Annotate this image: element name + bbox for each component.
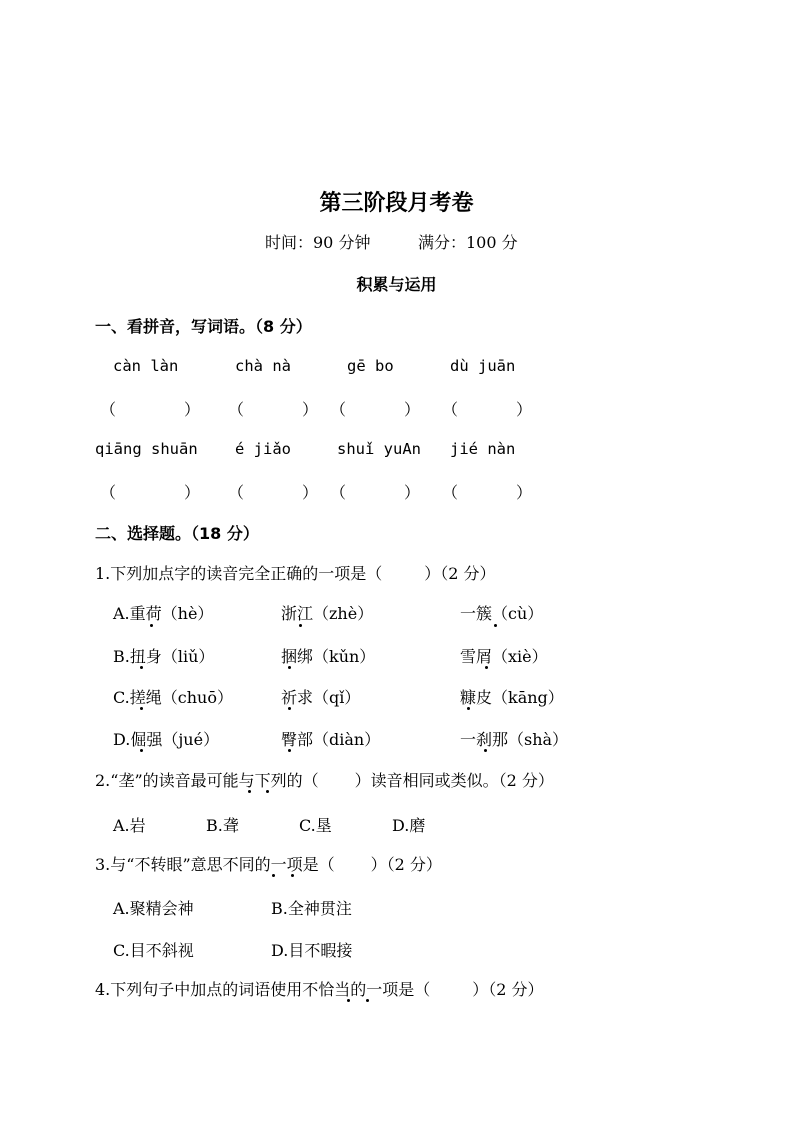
- option-b-word-3: 雪屑（xiè）: [460, 647, 548, 666]
- exam-time: 时间：90 分钟: [265, 233, 371, 252]
- stem-text: 1.下列加点字的读音完全正确的一项是（: [95, 564, 383, 583]
- emphasis-dot: [140, 749, 143, 752]
- stem-score: ）（2 分）: [370, 855, 442, 874]
- pinyin-item: dù juān: [450, 357, 516, 375]
- emphasis-dot: [266, 790, 269, 793]
- question-one-heading: 一、看拼音，写词语。（8 分）: [95, 317, 312, 336]
- stem-text: 2.“垄”的读音最可能与下列的（: [95, 771, 319, 790]
- option-a-word-1: A.重荷（hè）: [113, 604, 214, 623]
- question-stem: [95, 768, 554, 791]
- option-c: C.目不斜视: [113, 941, 194, 960]
- emphasis-dot: [140, 666, 143, 669]
- option-c-word-1: C.搓绳（chuō）: [113, 688, 233, 707]
- question-two-heading: 二、选择题。（18 分）: [95, 524, 259, 543]
- emphasis-dot: [485, 666, 488, 669]
- answer-blank[interactable]: （ ）: [100, 483, 201, 502]
- emphasis-dot: [288, 749, 291, 752]
- answer-blank[interactable]: （ ）: [330, 483, 421, 502]
- stem-score: ）（2 分）: [424, 564, 496, 583]
- option-a: A.聚精会神: [113, 899, 194, 918]
- option-d-word-3: 一刹那（shà）: [460, 730, 569, 749]
- emphasis-dot: [150, 624, 153, 627]
- stem-text: 3.与“不转眼”意思不同的一项是（: [95, 855, 335, 874]
- pinyin-item: é jiǎo: [235, 440, 291, 458]
- option-d: D.目不暇接: [271, 941, 353, 960]
- answer-blank[interactable]: （ ）: [442, 400, 533, 419]
- emphasis-dot: [347, 999, 350, 1002]
- pinyin-item: shuǐ yuAn: [337, 440, 421, 458]
- answer-blank[interactable]: （ ）: [228, 400, 319, 419]
- page-title: 第三阶段月考卷: [319, 191, 474, 216]
- option-d-word-1: D.倔强（jué）: [113, 730, 220, 749]
- option-b-word-1: B.扭身（liǔ）: [113, 647, 215, 666]
- option-b: B.全神贯注: [271, 899, 352, 918]
- emphasis-dot: [291, 874, 294, 877]
- emphasis-dot: [484, 749, 487, 752]
- option-a-word-2: 浙江（zhè）: [281, 604, 374, 623]
- pinyin-item: jié nàn: [450, 440, 516, 458]
- pinyin-item: gē bo: [347, 357, 394, 375]
- question-stem: [95, 852, 442, 875]
- emphasis-dot: [494, 624, 497, 627]
- emphasis-dot: [299, 624, 302, 627]
- answer-blank[interactable]: （ ）: [228, 483, 319, 502]
- stem-score: ）读音相同或类似。（2 分）: [354, 771, 554, 790]
- exam-full-score: 满分：100 分: [418, 233, 518, 252]
- option-d: D.磨: [392, 816, 426, 835]
- option-c-word-2: 祈求（qǐ）: [281, 688, 361, 707]
- emphasis-dot: [140, 707, 143, 710]
- pinyin-item: chà nà: [235, 357, 291, 375]
- pinyin-item: càn làn: [113, 357, 179, 375]
- option-a: A.岩: [113, 816, 146, 835]
- emphasis-dot: [467, 707, 470, 710]
- emphasis-dot: [248, 790, 251, 793]
- answer-blank[interactable]: （ ）: [100, 400, 201, 419]
- emphasis-dot: [288, 666, 291, 669]
- option-b-word-2: 捆绑（kǔn）: [281, 647, 376, 666]
- stem-score: ）（2 分）: [472, 980, 544, 999]
- question-stem: [95, 977, 544, 1000]
- section-title: 积累与运用: [356, 275, 437, 294]
- emphasis-dot: [272, 874, 275, 877]
- pinyin-item: qiāng shuān: [95, 440, 198, 458]
- question-stem: [95, 561, 496, 584]
- answer-blank[interactable]: （ ）: [330, 400, 421, 419]
- option-b: B.聋: [206, 816, 239, 835]
- answer-blank[interactable]: （ ）: [442, 483, 533, 502]
- option-d-word-2: 臀部（diàn）: [281, 730, 381, 749]
- option-a-word-3: 一簇（cù）: [460, 604, 544, 623]
- option-c-word-3: 糠皮（kāng）: [460, 688, 564, 707]
- emphasis-dot: [288, 707, 291, 710]
- option-c: C.垦: [299, 816, 332, 835]
- stem-text: 4.下列句子中加点的词语使用不恰当的一项是（: [95, 980, 431, 999]
- emphasis-dot: [366, 999, 369, 1002]
